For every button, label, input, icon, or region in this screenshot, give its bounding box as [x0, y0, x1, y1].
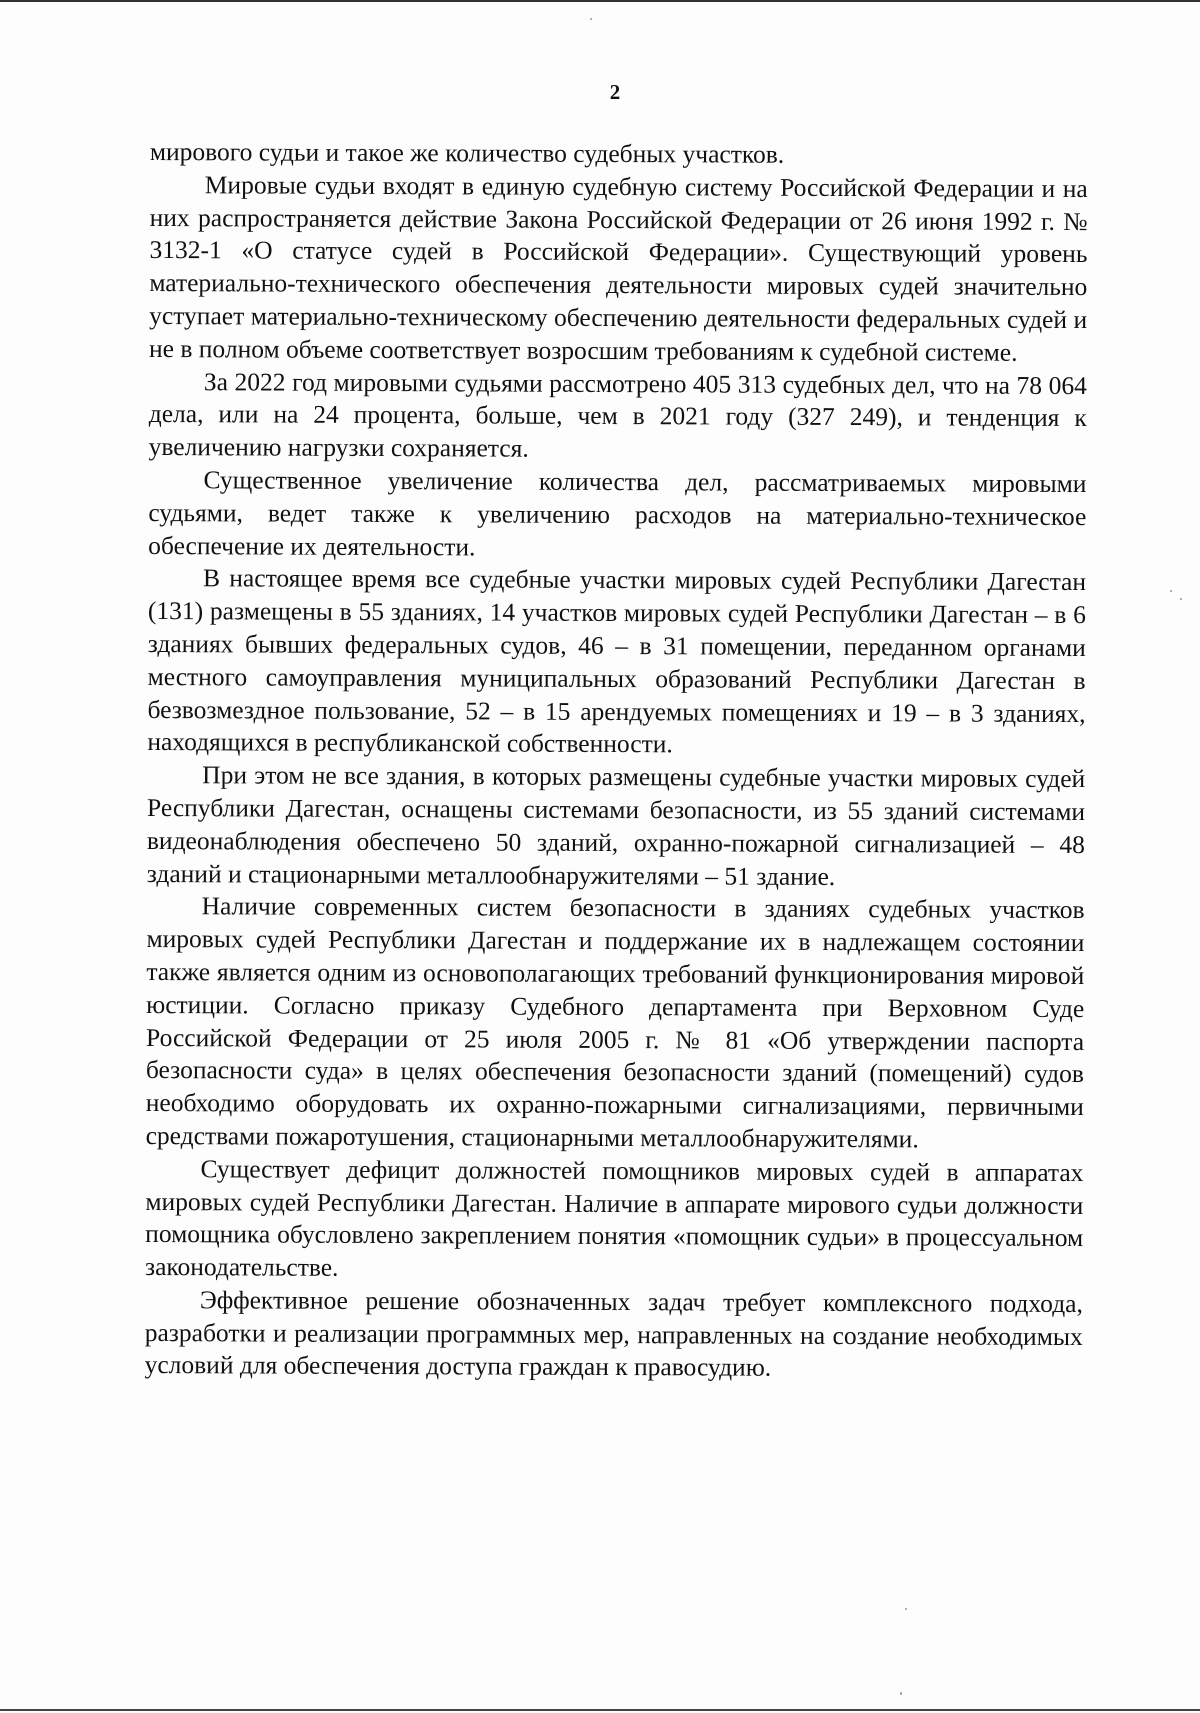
paragraph-security-requirements: Наличие современных систем безопасности в зданиях судебных участков мировых судей Республики Дагестан и поддержание их в надлежащем состоянии также является одним из основополагающих требований функционирования мировой юстиции. Согласно приказу Судебного департамента при Верховном Суде Российской Федерации от 25 июля 2005 г. № 81 «Об утверждении паспорта безопасности суда» в целях обеспечения безопасности зданий (помещений) судов необходимо оборудовать их охранно-пожарными сигнализациями, первичными средствами пожаротушения, стационарными металлообнаружителями. [145, 891, 1085, 1154]
scan-speck [1170, 590, 1172, 592]
paragraph-security-systems: При этом не все здания, в которых размещены судебные участки мировых судей Республики Дагестан, оснащены системами безопасности, из 55 зданий системами видеонаблюдения обеспечено 50 зданий, охранно-пожарной сигнализацией – 48 зданий и стационарными металлообнаружителями – 51 здание. [146, 760, 1086, 891]
scan-bottom-edge [0, 1709, 1200, 1711]
scan-speck [1180, 598, 1182, 600]
paragraph-conclusion: Эффективное решение обозначенных задач требует комплексного подхода, разработки и реализации программных мер, направленных на создание необходимых условий для обеспечения доступа граждан к правосудию. [144, 1285, 1083, 1383]
scan-speck [590, 18, 592, 20]
paragraph-court-buildings: В настоящее время все судебные участки мировых судей Республики Дагестан (131) размещены в 55 зданиях, 14 участков мировых судей Республики Дагестан – в 6 зданиях бывших федеральных судов, 46 – в 31 помещении, переданном органами местного самоуправления муниципальных образований Республики Дагестан в безвозмездное пользование, 52 – в 15 арендуемых помещениях и 19 – в 3 зданиях, находящихся в республиканской собственности. [147, 563, 1087, 759]
paragraph-magistrates-status: Мировые судьи входят в единую судебную систему Российской Федерации и на них распространяется действие Закона Российской Федерации от 26 июня 1992 г. № 3132-1 «О статусе судей в Российской Федерации». Существующий уровень материально-технического обеспечения деятельности мировых судей значительно уступает материально-техническому обеспечению деятельности федеральных судей и не в полном объеме соответствует возросшим требованиям к судебной системе. [149, 170, 1088, 367]
paragraph-assistant-deficit: Существует дефицит должностей помощников мировых судей в аппаратах мировых судей Республики Дагестан. Наличие в аппарате мирового судьи должности помощника обусловлено закреплением понятия «помощник судьи» в процессуальном законодательстве. [145, 1153, 1084, 1282]
scan-speck [900, 1692, 902, 1695]
document-body [145, 136, 1088, 1386]
scan-top-edge [0, 0, 1200, 2]
page-number: 2 [609, 80, 621, 104]
paragraph-expenses-growth: Существенное увеличение количества дел, рассматриваемых мировыми судьями, ведет также к увеличению расходов на материально-техническое обеспечение их деятельности. [148, 465, 1087, 561]
paragraph-caseload-2022: За 2022 год мировыми судьями рассмотрено 405 313 судебных дел, что на 78 064 дела, или на 24 процента, больше, чем в 2021 году (327 249), и тенденция к увеличению нагрузки сохраняется. [148, 366, 1087, 463]
paragraph-continuation: мирового судьи и такое же количество судебных участков. [149, 136, 785, 169]
scan-speck [905, 1608, 907, 1610]
